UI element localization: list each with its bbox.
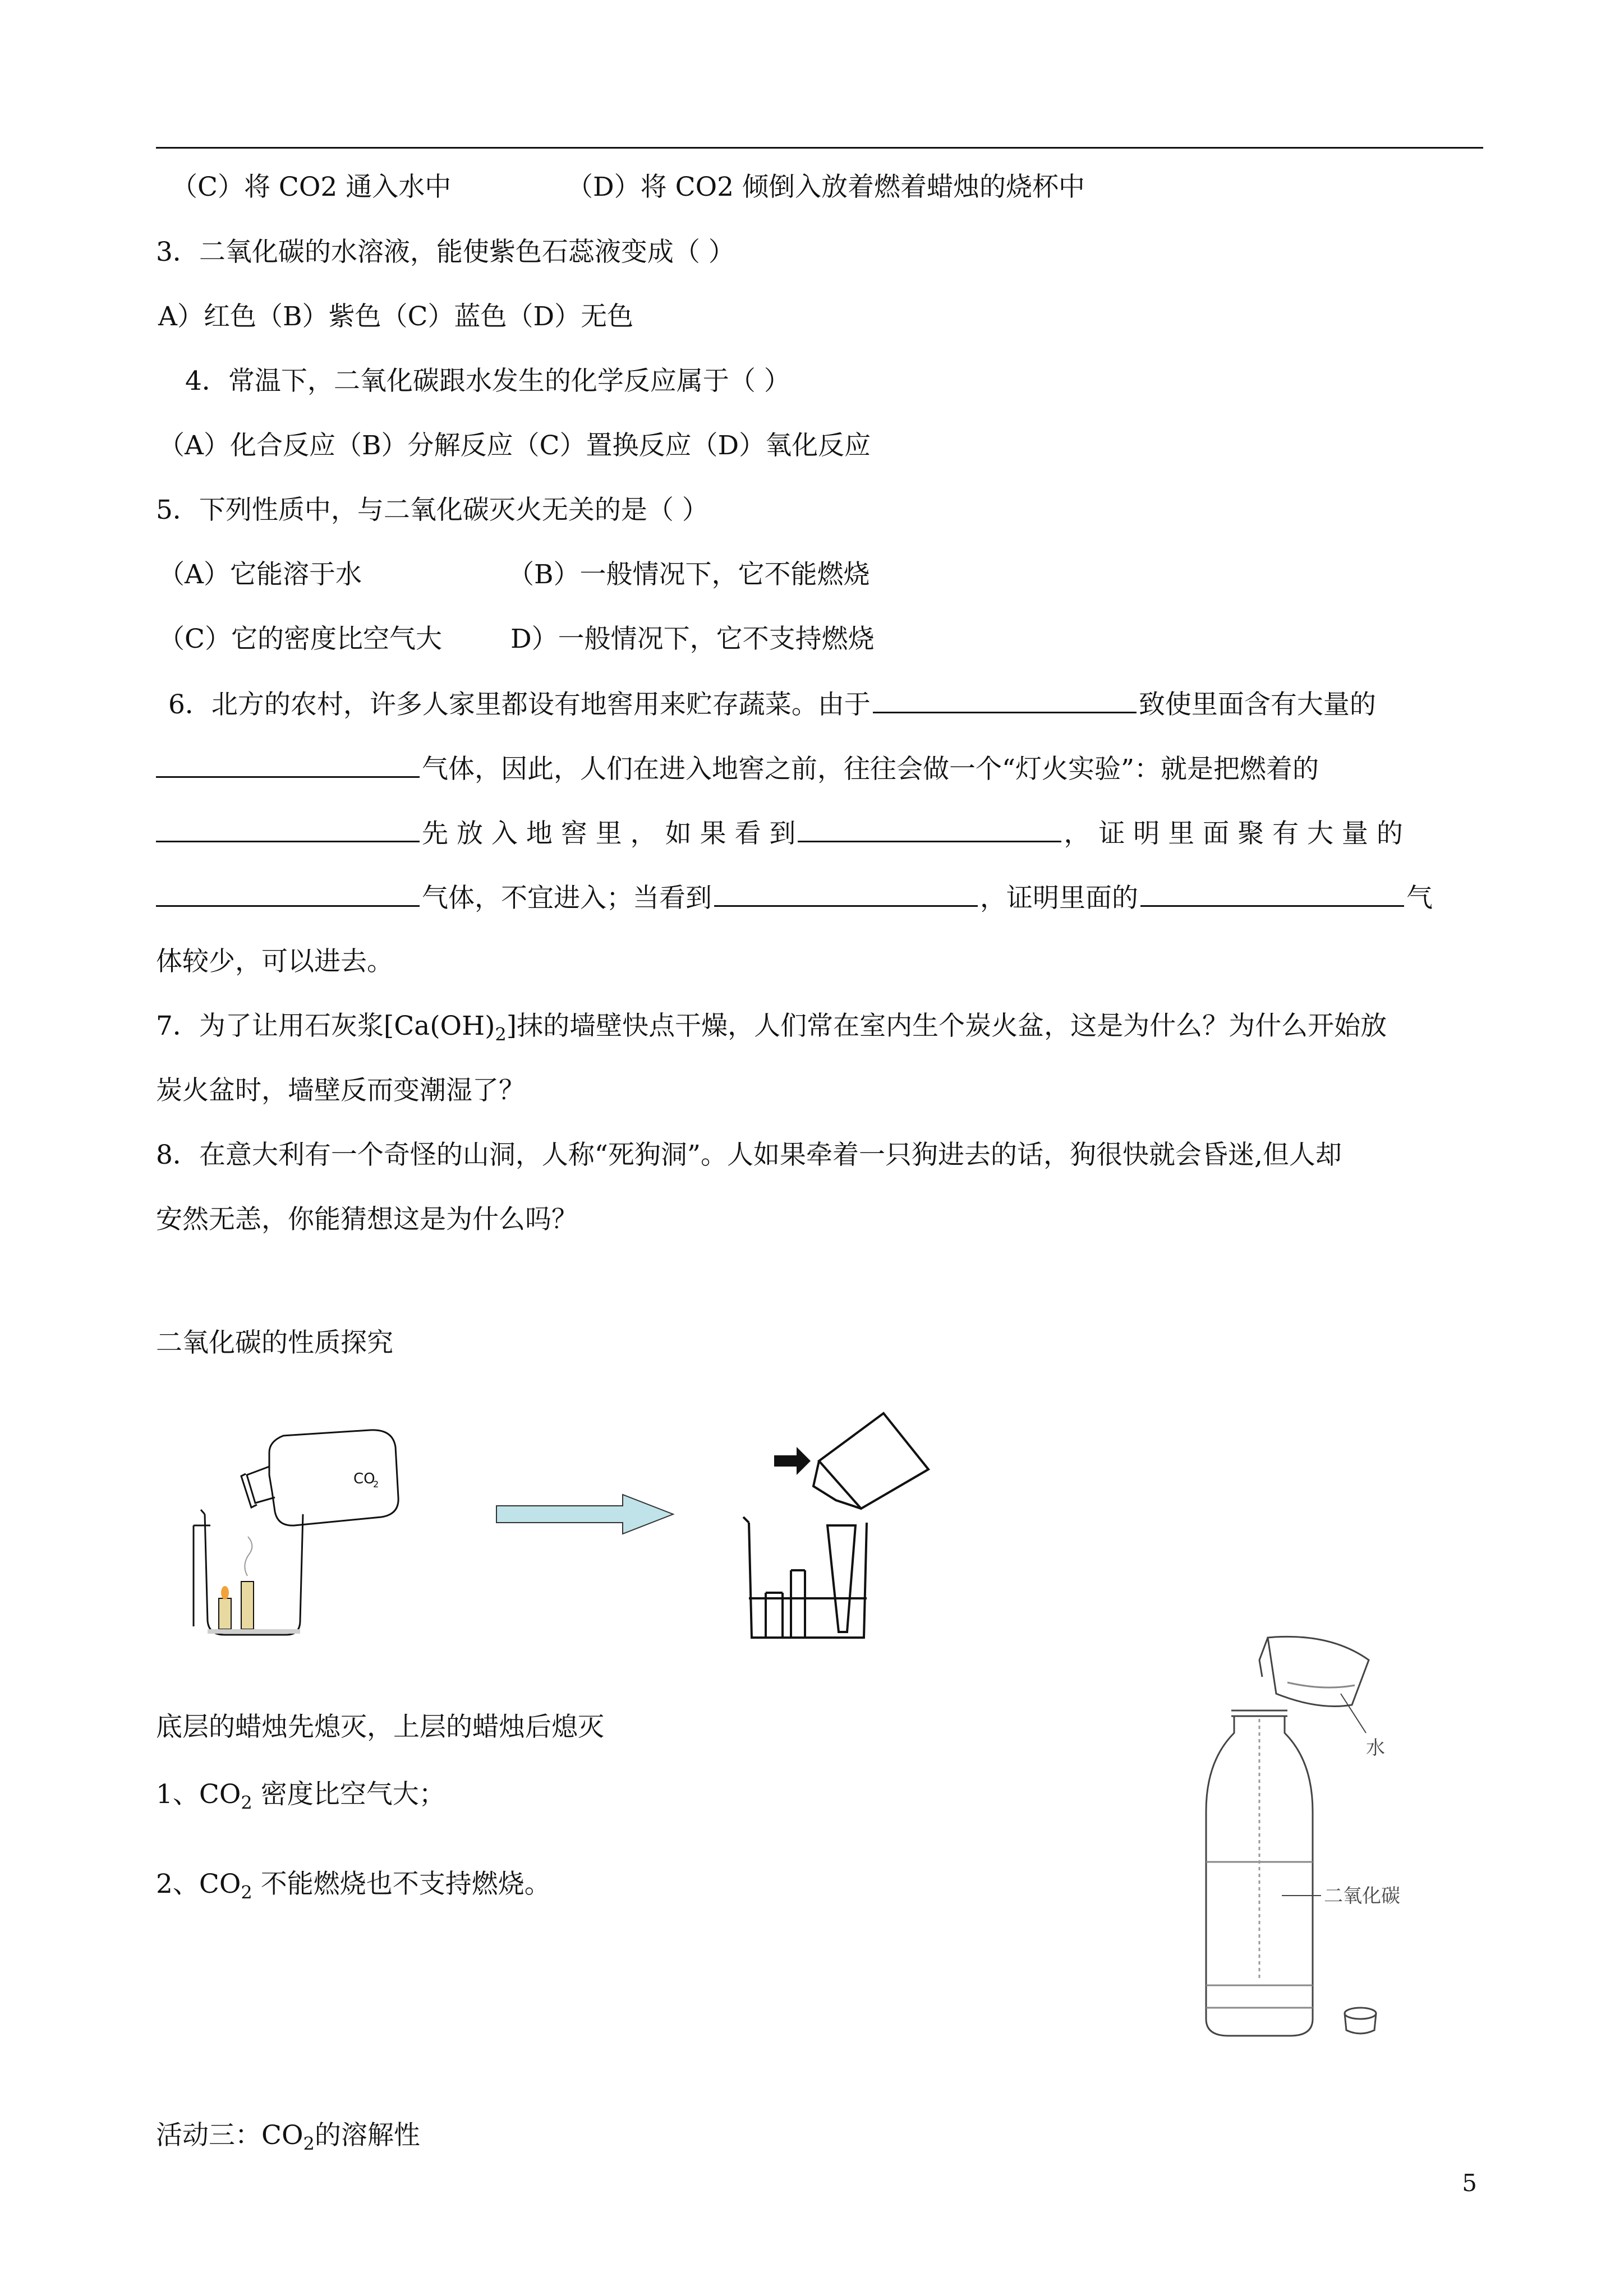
q6-text-2: 气体，因此，人们在进入地窖之前，往往会做一个“灯火实验”：就是把燃着的 (422, 754, 1319, 785)
q5-option-d: D）一般情况下，它不支持燃烧 (510, 624, 875, 654)
q7-text-1b: ]抹的墙壁快点干燥，人们常在室内生个炭火盆，这是为什么？为什么开始放 (506, 1011, 1387, 1041)
q6-blank-2[interactable] (156, 751, 420, 778)
q4-options: （A）化合反应（B）分解反应（C）置换反应（D）氧化反应 (158, 430, 871, 461)
q6-text-1a: 6．北方的农村，许多人家里都设有地窖用来贮存蔬菜。由于 (168, 689, 871, 720)
page-number: 5 (1462, 2169, 1477, 2197)
q6-line-3 (156, 816, 1403, 851)
q6-blank-1[interactable] (873, 687, 1137, 713)
q6-text-4c: 气 (1406, 883, 1433, 914)
q6-text-1b: 致使里面含有大量的 (1138, 689, 1376, 720)
activity-three-sub: 2 (303, 2133, 315, 2155)
q4-stem: 4．常温下，二氧化碳跟水发生的化学反应属于（ ） (185, 366, 790, 397)
q7-line-1 (156, 1009, 1387, 1051)
q6-text-3b: ， 证 明 里 面 聚 有 大 量 的 (1064, 818, 1403, 849)
q8-line-2: 安然无恙，你能猜想这是为什么吗？ (156, 1204, 578, 1235)
q5-stem: 5．下列性质中，与二氧化碳灭火无关的是（ ） (156, 495, 709, 525)
bottle-co2-label: CO (353, 1470, 375, 1487)
q6-blank-7[interactable] (1140, 880, 1404, 907)
q5-option-c: （C）它的密度比空气大 (158, 624, 442, 654)
q6-line-5: 体较少，可以进去。 (156, 946, 393, 977)
conclusion-1 (156, 1778, 445, 1819)
q5-option-b: （B）一般情况下，它不能燃烧 (508, 559, 870, 590)
q3-options: A）红色（B）紫色（C）蓝色（D）无色 (158, 301, 634, 332)
q6-line-2 (156, 751, 1319, 786)
q6-blank-3[interactable] (156, 816, 420, 842)
q7-text-1a: 7．为了让用石灰浆[Ca(OH) (156, 1011, 495, 1041)
process-arrow-icon (494, 1492, 679, 1537)
conclusion-2-post: 不能燃烧也不支持燃烧。 (252, 1869, 551, 1899)
q6-line-4 (156, 880, 1433, 915)
q3-stem: 3．二氧化碳的水溶液，能使紫色石蕊液变成（ ） (156, 237, 735, 268)
q6-text-4a: 气体，不宜进入；当看到 (422, 883, 712, 914)
activity-three-pre: 活动三：CO (156, 2120, 303, 2151)
water-label: 水 (1366, 1737, 1385, 1759)
bottle-co2-sub: 2 (373, 1479, 379, 1490)
observation-text: 底层的蜡烛先熄灭，上层的蜡烛后熄灭 (156, 1712, 604, 1742)
q7-line-2: 炭火盆时，墙壁反而变潮湿了？ (156, 1075, 525, 1106)
q6-blank-6[interactable] (714, 880, 978, 907)
q6-blank-5[interactable] (156, 880, 420, 907)
q2-option-d: （D）将 CO2 倾倒入放着燃着蜡烛的烧杯中 (567, 172, 1085, 202)
conclusion-1-sub: 2 (241, 1792, 252, 1814)
q8-line-1: 8．在意大利有一个奇怪的山洞，人称“死狗洞”。人如果牵着一只狗进去的话，狗很快就会昏迷,但人却 (156, 1140, 1342, 1170)
header-rule (156, 147, 1483, 149)
conclusion-2-sub: 2 (241, 1882, 252, 1903)
activity-three-title (156, 2119, 420, 2160)
conclusion-1-pre: 1、CO (156, 1779, 241, 1810)
q6-line-1 (168, 687, 1376, 722)
section-title: 二氧化碳的性质探究 (156, 1327, 393, 1358)
q5-option-a: （A）它能溶于水 (158, 559, 362, 590)
q6-text-3a: 先 放 入 地 窖 里 ， 如 果 看 到 (422, 818, 796, 849)
beaker-with-steps-figure (735, 1408, 970, 1654)
conclusion-1-post: 密度比空气大； (252, 1779, 445, 1810)
conclusion-2 (156, 1868, 551, 1909)
q2-option-c: （C）将 CO2 通入水中 (171, 172, 452, 202)
co2-label: 二氧化碳 (1324, 1885, 1400, 1907)
activity-three-post: 的溶解性 (314, 2120, 420, 2151)
q6-text-4b: ，证明里面的 (980, 883, 1138, 914)
pouring-co2-beaker-figure (185, 1413, 466, 1649)
plastic-bottle-water-figure (1184, 1626, 1447, 2064)
conclusion-2-pre: 2、CO (156, 1869, 241, 1899)
q6-blank-4[interactable] (798, 816, 1061, 842)
q7-subscript: 2 (495, 1023, 507, 1045)
